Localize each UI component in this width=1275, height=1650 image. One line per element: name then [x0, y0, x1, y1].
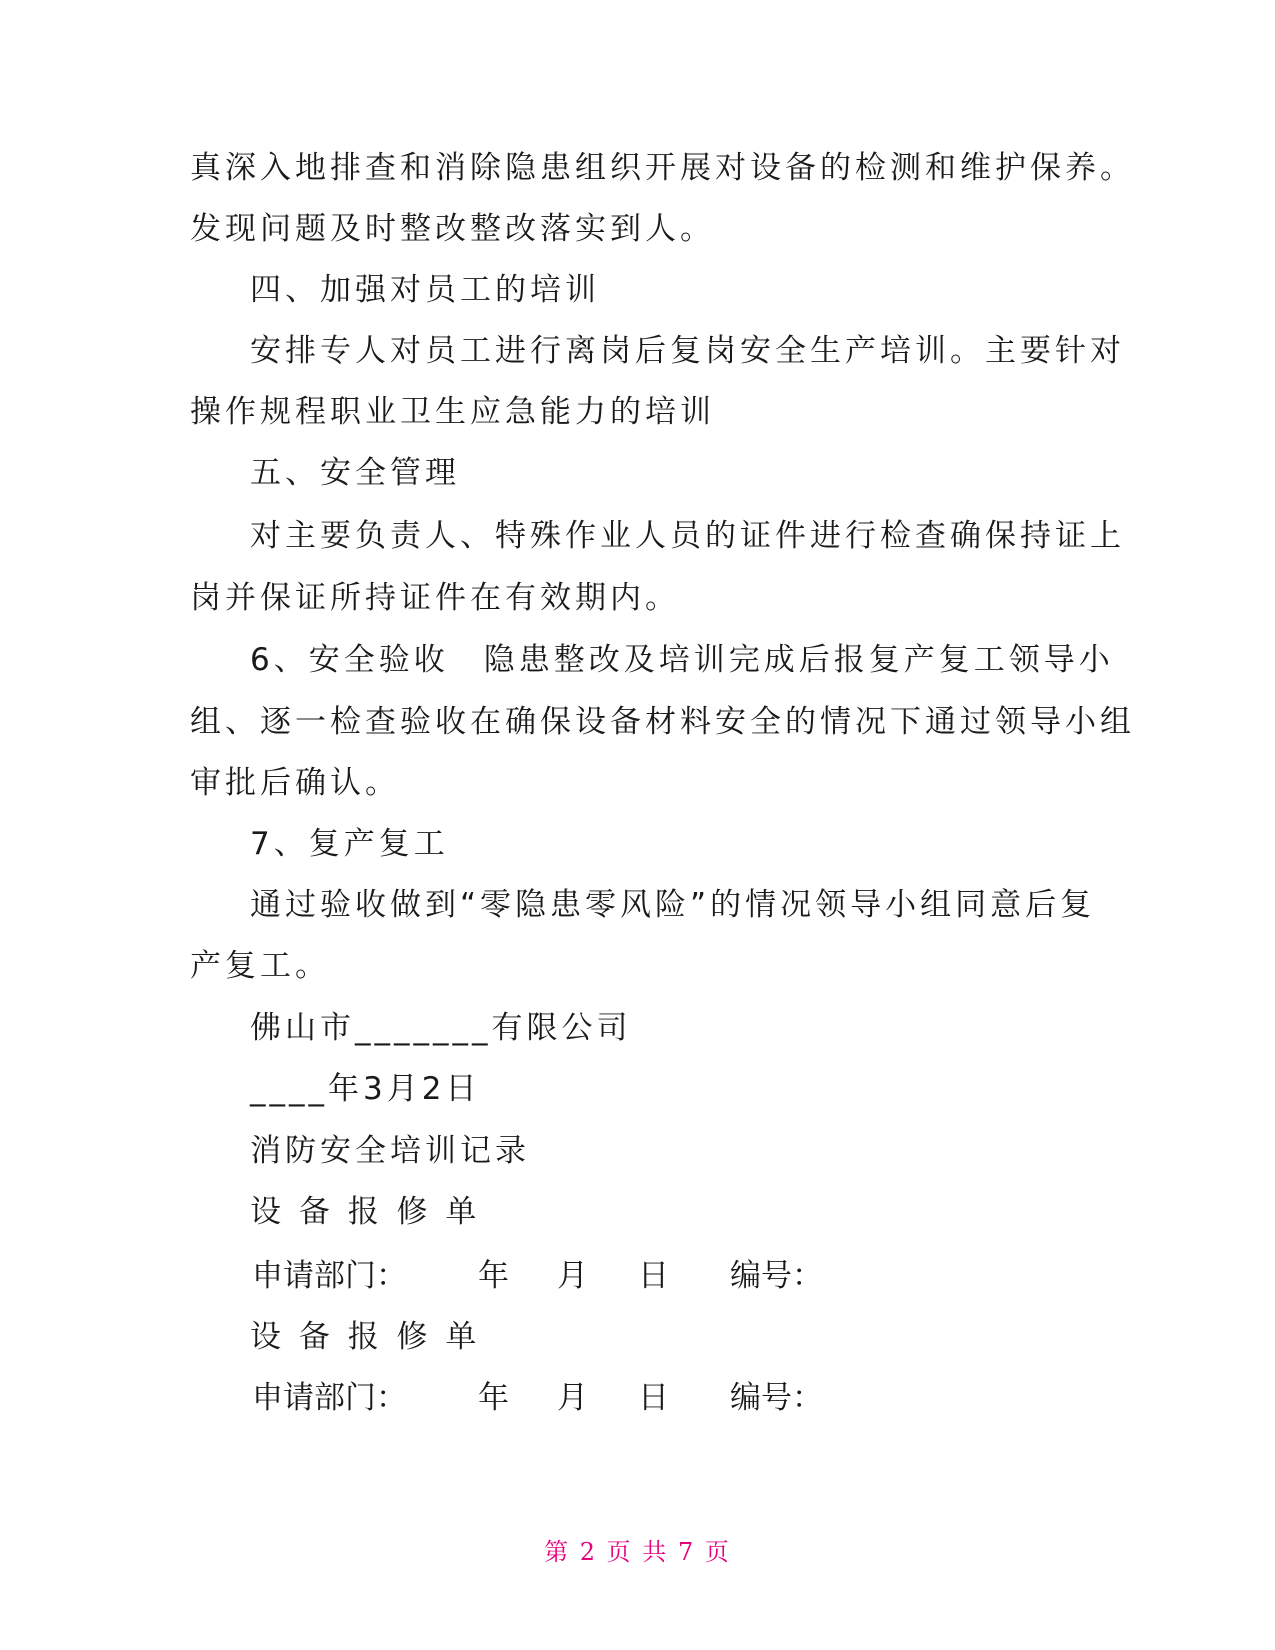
dept-label: 申请部门： — [252, 1380, 407, 1416]
body-line-5: 操作规程职业卫生应急能力的培训 — [190, 394, 715, 430]
record-title: 消防安全培训记录 — [250, 1133, 530, 1169]
body-line-7: 对主要负责人、特殊作业人员的证件进行检查确保持证上 — [250, 518, 1125, 554]
day-label: 日 — [638, 1258, 669, 1294]
dept-label: 申请部门： — [252, 1258, 407, 1294]
company-name: 佛山市_______有限公司 — [250, 1010, 632, 1046]
body-line-13: 通过验收做到“零隐患零风险”的情况领导小组同意后复 — [250, 887, 1096, 923]
body-line-2: 发现问题及时整改整改落实到人。 — [190, 211, 715, 247]
body-line-4: 安排专人对员工进行离岗后复岗安全生产培训。主要针对 — [250, 333, 1125, 369]
day-label: 日 — [638, 1380, 669, 1416]
year-label: 年 — [478, 1258, 509, 1294]
body-line-11: 审批后确认。 — [190, 765, 400, 801]
repair-form-title-2: 设 备 报 修 单 — [250, 1319, 481, 1355]
number-label: 编号： — [730, 1258, 823, 1294]
body-line-1: 真深入地排查和消除隐患组织开展对设备的检测和维护保养。 — [190, 150, 1135, 186]
body-line-8: 岗并保证所持证件在有效期内。 — [190, 580, 680, 616]
month-label: 月 — [557, 1258, 588, 1294]
body-line-10: 组、逐一检查验收在确保设备材料安全的情况下通过领导小组 — [190, 704, 1135, 740]
section-heading-4: 四、加强对员工的培训 — [250, 272, 600, 308]
number-label: 编号： — [730, 1380, 823, 1416]
document-date: ____年3月2日 — [250, 1071, 481, 1107]
section-heading-7: 7、复产复工 — [250, 826, 449, 862]
repair-form-title-1: 设 备 报 修 单 — [250, 1194, 481, 1230]
month-label: 月 — [557, 1380, 588, 1416]
section-heading-5: 五、安全管理 — [250, 455, 460, 491]
page-indicator: 第 2 页 共 7 页 — [544, 1538, 731, 1566]
body-line-14: 产复工。 — [190, 948, 330, 984]
section-heading-6: 6、安全验收 隐患整改及培训完成后报复产复工领导小 — [250, 642, 1114, 678]
year-label: 年 — [478, 1380, 509, 1416]
